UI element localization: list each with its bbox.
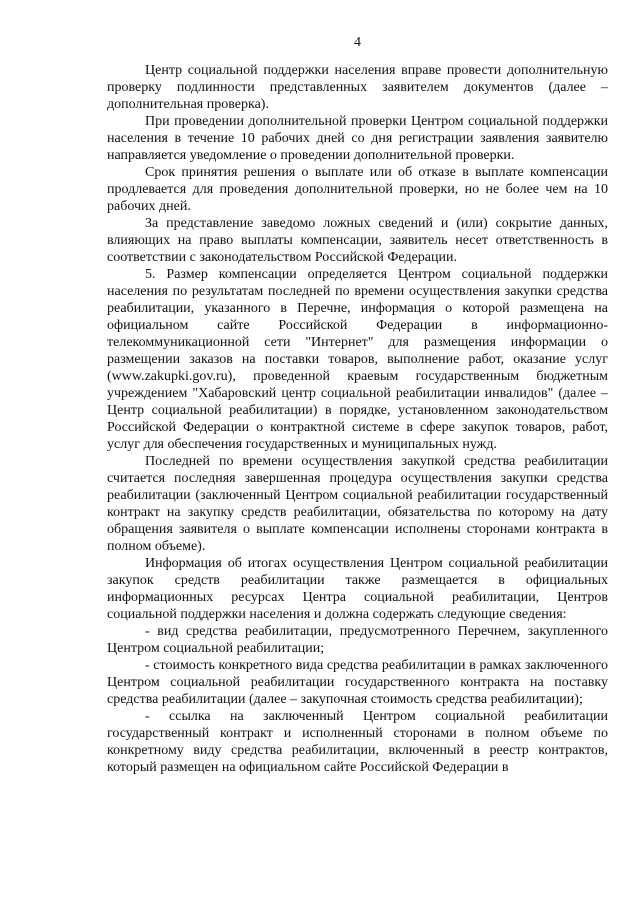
list-item-cost: - стоимость конкретного вида средства реабилитации в рамках заключенного Центром социальной реабилитации государственного контракта на поставку средства реабилитации (далее – закупочная стоимость средства реабилитации);: [107, 658, 608, 707]
paragraph-additional-check: Центр социальной поддержки населения вправе провести дополнительную проверку подлинности представленных заявителем документов (далее – дополнительная проверка).: [107, 63, 608, 112]
paragraph-compensation-amount: 5. Размер компенсации определяется Центром социальной поддержки населения по результатам последней по времени осуществления закупки средства реабилитации, указанного в Перечне, информация о которой размещена на официальном сайте Российской Федерации в информационно-телекоммуникационной сети "Интернет" для размещения информации о размещении заказов на поставки товаров, выполнение работ, оказание услуг (www.zakupki.gov.ru), проведенной краевым государственным бюджетным учреждением "Хабаровский центр социальной реабилитации инвалидов" (далее – Центр социальной реабилитации) в порядке, установленном законодательством Российской Федерации о контрактной системе в сфере закупок товаров, работ, услуг для обеспечения государственных и муниципальных нужд.: [107, 267, 608, 452]
paragraph-liability: За представление заведомо ложных сведений и (или) сокрытие данных, влияющих на право выплаты компенсации, заявитель несет ответственность в соответствии с законодательством Российской Федерации.: [107, 216, 608, 265]
paragraph-procurement-info: Информация об итогах осуществления Центром социальной реабилитации закупок средств реабилитации также размещается в официальных информационных ресурсах Центра социальной реабилитации, Центров социальной поддержки населения и должна содержать следующие сведения:: [107, 556, 608, 622]
paragraph-check-notification: При проведении дополнительной проверки Центром социальной поддержки населения в течение 10 рабочих дней со дня регистрации заявления заявителю направляется уведомление о проведении дополнительной проверки.: [107, 114, 608, 163]
paragraph-decision-term: Срок принятия решения о выплате или об отказе в выплате компенсации продлевается для проведения дополнительной проверки, но не более чем на 10 рабочих дней.: [107, 165, 608, 214]
list-item-contract-link: - ссылка на заключенный Центром социальной реабилитации государственный контракт и исполненный сторонами в полном объеме по конкретному виду средства реабилитации, включенный в реестр контрактов, который размещен на официальном сайте Российской Федерации в: [107, 709, 608, 775]
paragraph-last-procurement: Последней по времени осуществления закупкой средства реабилитации считается последняя завершенная процедура осуществления закупки средства реабилитации (заключенный Центром социальной реабилитации государственный контракт на закупку средств реабилитации, обязательства по которому на дату обращения заявителя о выплате компенсации исполнены сторонами контракта в полном объеме).: [107, 454, 608, 554]
list-item-type: - вид средства реабилитации, предусмотренного Перечнем, закупленного Центром социальной реабилитации;: [107, 624, 608, 656]
page-number: 4: [354, 35, 361, 50]
